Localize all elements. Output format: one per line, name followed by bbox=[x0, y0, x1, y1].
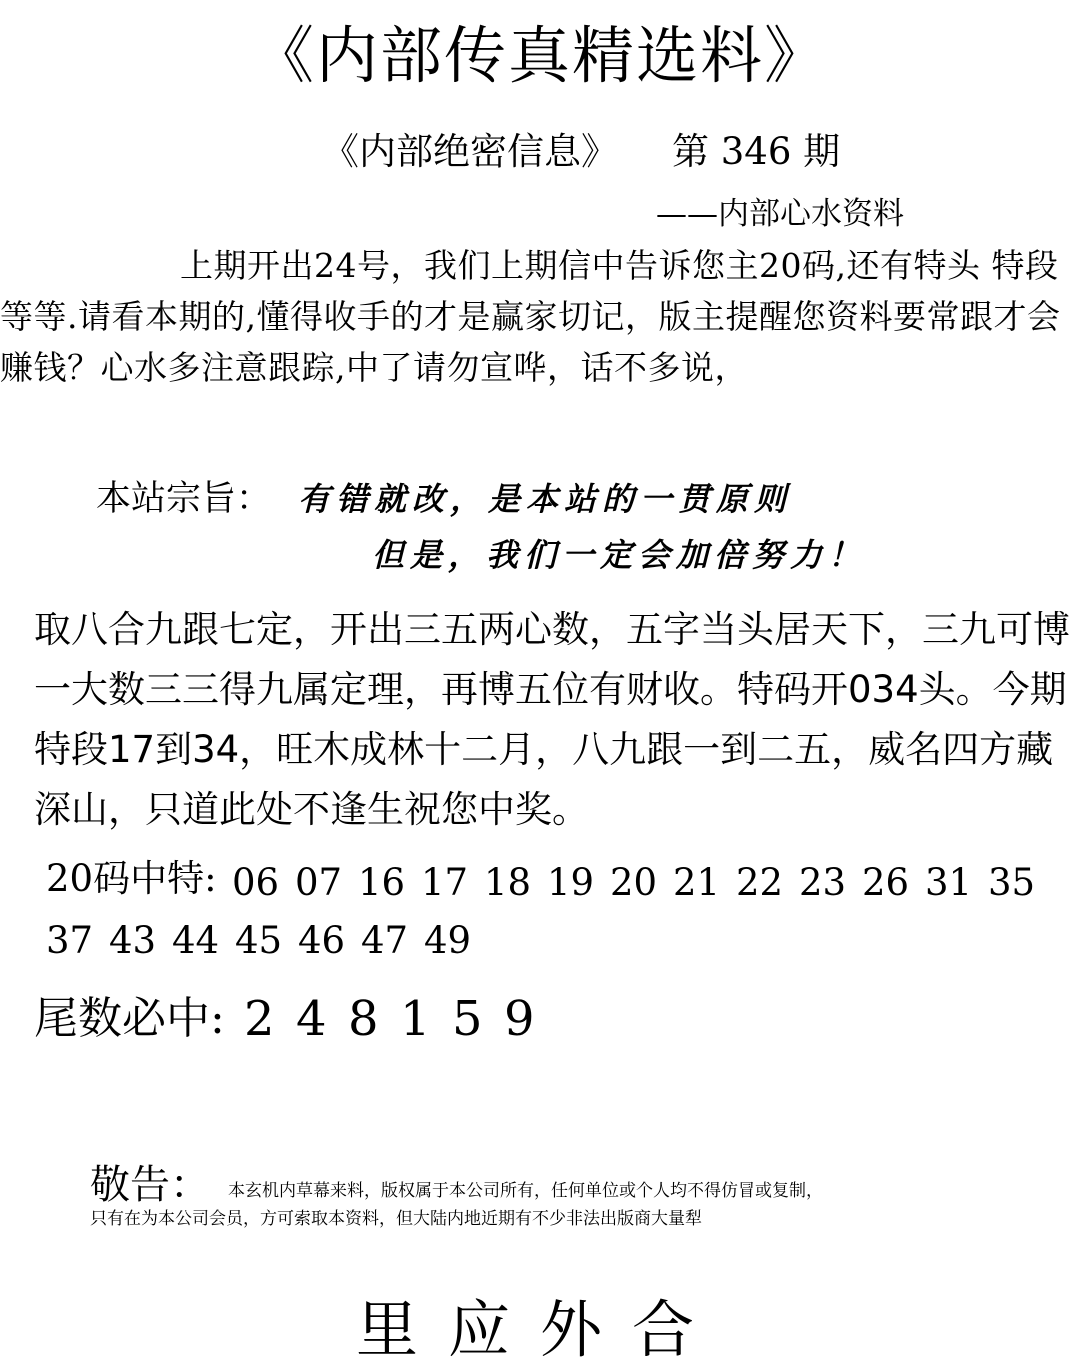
code-number: 18 bbox=[484, 861, 532, 904]
code-number: 06 bbox=[232, 861, 280, 904]
code-number: 16 bbox=[358, 861, 406, 904]
page-subtitle: 《内部绝密信息》 bbox=[322, 130, 618, 173]
issue-number: 第 346 期 bbox=[672, 130, 841, 173]
code-number: 21 bbox=[673, 861, 721, 904]
tail-number: 1 bbox=[400, 991, 431, 1047]
page-title: 《内部传真精选料》 bbox=[251, 19, 828, 92]
intro-paragraph: 上期开出24号，我们上期信中告诉您主20码,还有特头 特段 等等.请看本期的,懂得收手的才是赢家切记，版主提醒您资料要常跟才会赚钱？心水多注意跟踪,中了请勿宣哗，话不多说， bbox=[0, 246, 1061, 387]
tail-number: 5 bbox=[452, 991, 483, 1047]
code-number: 43 bbox=[109, 919, 157, 962]
code-number: 19 bbox=[547, 861, 595, 904]
code-number: 22 bbox=[736, 861, 784, 904]
code-number: 07 bbox=[295, 861, 343, 904]
notice-label: 敬告： bbox=[90, 1162, 210, 1208]
code-number: 23 bbox=[799, 861, 847, 904]
prediction-poem: 取八合九跟七定，开出三五两心数，五字当头居天下，三九可博一大数三三得九属定理，再博五位有财收。特码开034头。今期特段17到34，旺木成林十二月，八九跟一到二五，威名四方藏深山，只道此处不逢生祝您中奖。 bbox=[34, 608, 1070, 831]
code-number: 45 bbox=[235, 919, 283, 962]
motto-line-2: 但是，我们一定会加倍努力！ bbox=[372, 536, 867, 574]
code-number: 44 bbox=[172, 919, 220, 962]
tail-label: 尾数必中: bbox=[34, 993, 225, 1044]
tail-number: 4 bbox=[296, 991, 327, 1047]
codes-line-2 bbox=[46, 914, 487, 968]
code-number: 20 bbox=[610, 861, 658, 904]
tail-number: 8 bbox=[348, 991, 379, 1047]
code-number: 31 bbox=[925, 861, 973, 904]
footer-slogan: 里应外合 bbox=[355, 1293, 724, 1366]
notice-line-1: 本玄机内草幕来料，版权属于本公司所有，任何单位或个人均不得仿冒或复制， bbox=[228, 1181, 823, 1201]
tail-number: 2 bbox=[244, 991, 275, 1047]
codes-line-1 bbox=[232, 852, 1052, 914]
code-number: 35 bbox=[988, 861, 1036, 904]
codes-label: 20码中特: bbox=[46, 857, 217, 900]
motto-label: 本站宗旨： bbox=[96, 479, 272, 519]
motto-line-1: 有错就改，是本站的一贯原则 bbox=[298, 480, 793, 518]
code-number: 49 bbox=[424, 919, 472, 962]
code-number: 47 bbox=[361, 919, 409, 962]
notice-line-2: 只有在为本公司会员，方可索取本资料，但大陆内地近期有不少非法出版商大量犁 bbox=[90, 1209, 702, 1229]
code-number: 37 bbox=[46, 919, 94, 962]
tail-number: 9 bbox=[504, 991, 535, 1047]
source-label: ——内部心水资料 bbox=[656, 196, 904, 232]
code-number: 46 bbox=[298, 919, 346, 962]
code-number: 26 bbox=[862, 861, 910, 904]
code-number: 17 bbox=[421, 861, 469, 904]
tail-numbers bbox=[244, 988, 556, 1050]
